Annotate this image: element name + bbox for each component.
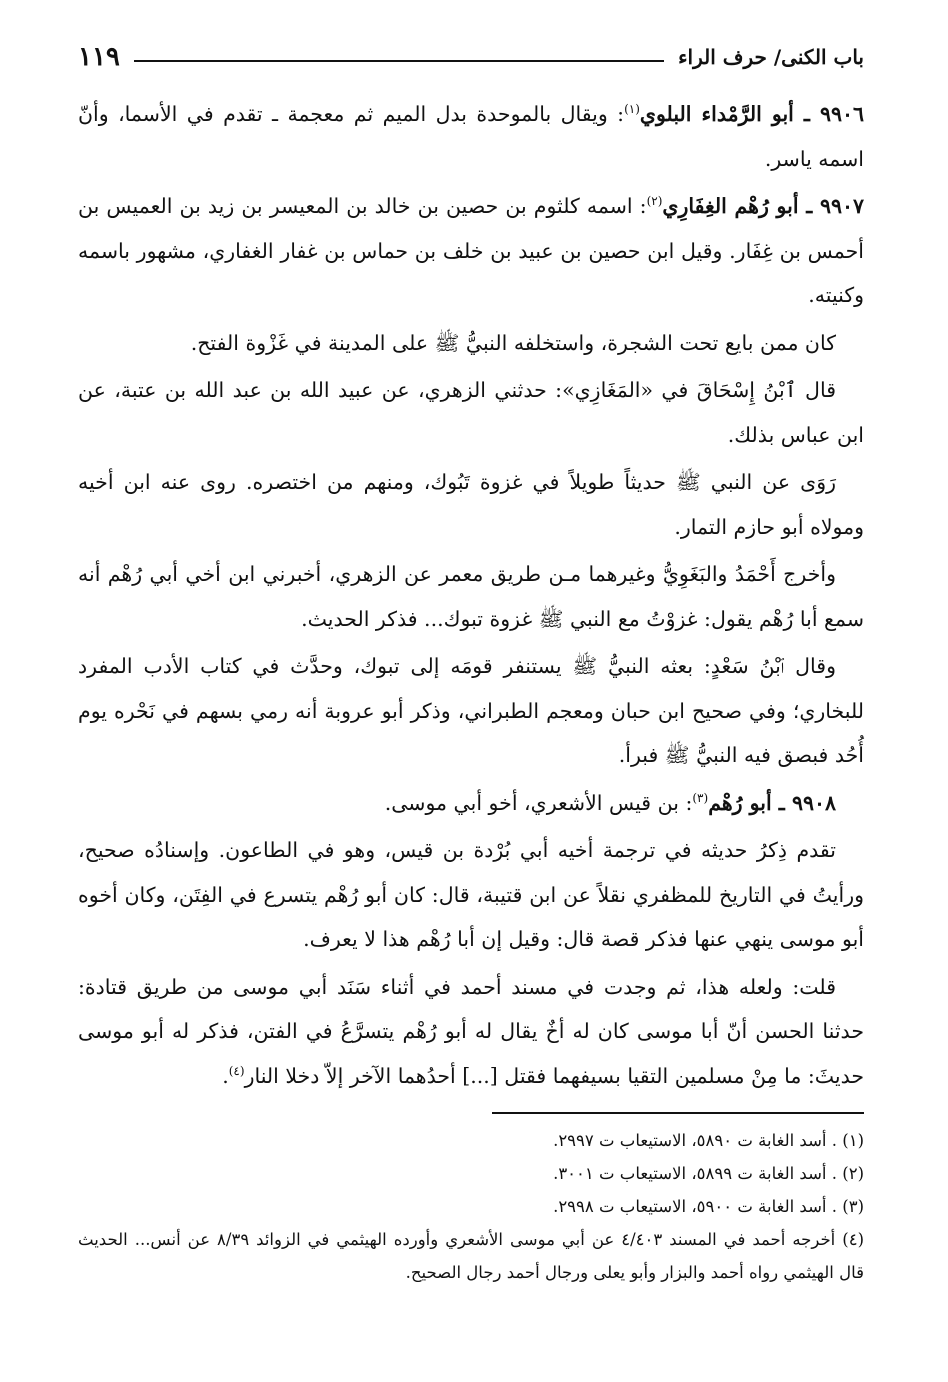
- paragraph-last: [78, 965, 864, 1099]
- paragraph: قال ٱبْنُ إِسْحَاقَ في «المَغَازِي»: حدثني الزهري، عن عبيد الله بن عبد الله بن عتبة، عن ابن عباس بذلك.: [78, 378, 864, 447]
- paragraph: وأخرج أَحْمَدُ والبَغَوِيُّ وغيرهما مـن طريق معمر عن الزهري، أخبرني ابن أخي أبي رُهْم أنه سمع أبا رُهْم يقول: غزوْتُ مع النبي ﷺ غزوة تبوك... فذكر الحديث.: [78, 562, 864, 631]
- paragraph: كان ممن بايع تحت الشجرة، واستخلفه النبيُّ ﷺ على المدينة في غَزْوة الفتح.: [190, 330, 836, 355]
- footnote-ref[interactable]: (٤): [228, 1063, 245, 1078]
- paragraph: تقدم ذِكرُ حديثه في ترجمة أخيه أبي بُرْدة بن قيس، وهو في الطاعون. وإسنادُه صحيح، ورأيتُ في التاريخ للمظفري نقلاً عن ابن قتيبة، قال: كان أبو رُهْم يتسرع في الفِتَن، وكان أخوه أبو موسى ينهي عنها فذكر قصة قال: وقيل إن أبا رُهْم هذا لا يعرف.: [78, 838, 864, 951]
- footnote-ref[interactable]: (١): [624, 102, 640, 117]
- footnote-2: (٢) . أسد الغابة ت ٥٨٩٩، الاستيعاب ت ٣٠٠١.: [553, 1164, 864, 1183]
- paragraph-tail: .: [222, 1063, 229, 1088]
- running-title: باب الكنى/ حرف الراء: [678, 45, 864, 69]
- page-number: ١١٩: [78, 42, 120, 72]
- footnote-separator: [492, 1112, 864, 1114]
- entry-heading: ٩٩٠٧ ـ أبو رُهْم الغِفَارِي: [662, 194, 865, 218]
- paragraph: رَوَى عن النبي ﷺ حديثاً طويلاً في غزوة تَبُوك، ومنهم من اختصره. روى عنه ابن أخيه ومولاه أبو حازم التمار.: [78, 470, 864, 539]
- paragraph-text: قلت: ولعله هذا، ثم وجدت في مسند أحمد في أثناء سَنَد أبي موسى من طريق قتادة: حدثنا الحسن أنّ أبا موسى كان له أخٌ يقال له أبو رُهْم يتسرَّعُ في الفتن، فذكر له أبو موسى حديثَ: ما مِنْ مسلمين التقيا بسيفهما فقتل [...] أحدُهما الآخر إلاّ دخلا النار: [78, 974, 864, 1088]
- paragraph-text: : بن قيس الأشعري، أخو أبي موسى.: [384, 790, 693, 815]
- paragraph-text: : اسمه كلثوم بن حصين بن خالد بن المعيسر بن زيد بن العميس بن أحمس بن غِفَار. وقيل ابن حصين بن عبيد بن خلف بن حماس بن غفار الغفاري، مشهور باسمه وكنيته.: [78, 194, 864, 307]
- paragraph: وقال ٱبْنُ سَعْدٍ: بعثه النبيُّ ﷺ يستنفر قومَه إلى تبوك، وحدَّث في كتاب الأدب المفرد للبخاري؛ وفي صحيح ابن حبان ومعجم الطبراني، وذكر أبو عروبة أنه رمي بسهم في نَحْره يوم أُحُد فبصق فيه النبيُّ ﷺ فبرأ.: [78, 654, 864, 767]
- entry-heading: ٩٩٠٨ ـ أبو رُهْم: [708, 790, 836, 815]
- footnote-1: (١) . أسد الغابة ت ٥٨٩٠، الاستيعاب ت ٢٩٩٧.: [553, 1131, 864, 1150]
- paragraph-entry-9906: [78, 92, 864, 181]
- entry-heading: ٩٩٠٦ ـ أبو الرَّمْداء البلوي: [639, 102, 864, 126]
- footnotes: [78, 1124, 864, 1289]
- footnote-3: (٣) . أسد الغابة ت ٥٩٠٠، الاستيعاب ت ٢٩٩٨.: [553, 1197, 864, 1216]
- footnote-4: (٤) أخرجه أحمد في المسند ٤/٤٠٣ عن أبي موسى الأشعري وأورده الهيثمي في الزوائد ٨/٣٩ عن أنس... الحديث قال الهيثمي رواه أحمد والبزار وأبو يعلى ورجال أحمد رجال الصحيح.: [78, 1230, 864, 1282]
- paragraph-entry-9908: [78, 781, 864, 826]
- footnote-ref[interactable]: (٢): [646, 194, 663, 209]
- header-rule: [134, 60, 664, 62]
- footnote-ref[interactable]: (٣): [692, 790, 709, 805]
- paragraph-text: : ويقال بالموحدة بدل الميم ثم معجمة ـ تقدم في الأسما، وأنّ اسمه ياسر.: [78, 102, 864, 171]
- paragraph-entry-9907: [78, 184, 864, 318]
- main-text: [78, 92, 864, 1098]
- page-header: [78, 34, 864, 80]
